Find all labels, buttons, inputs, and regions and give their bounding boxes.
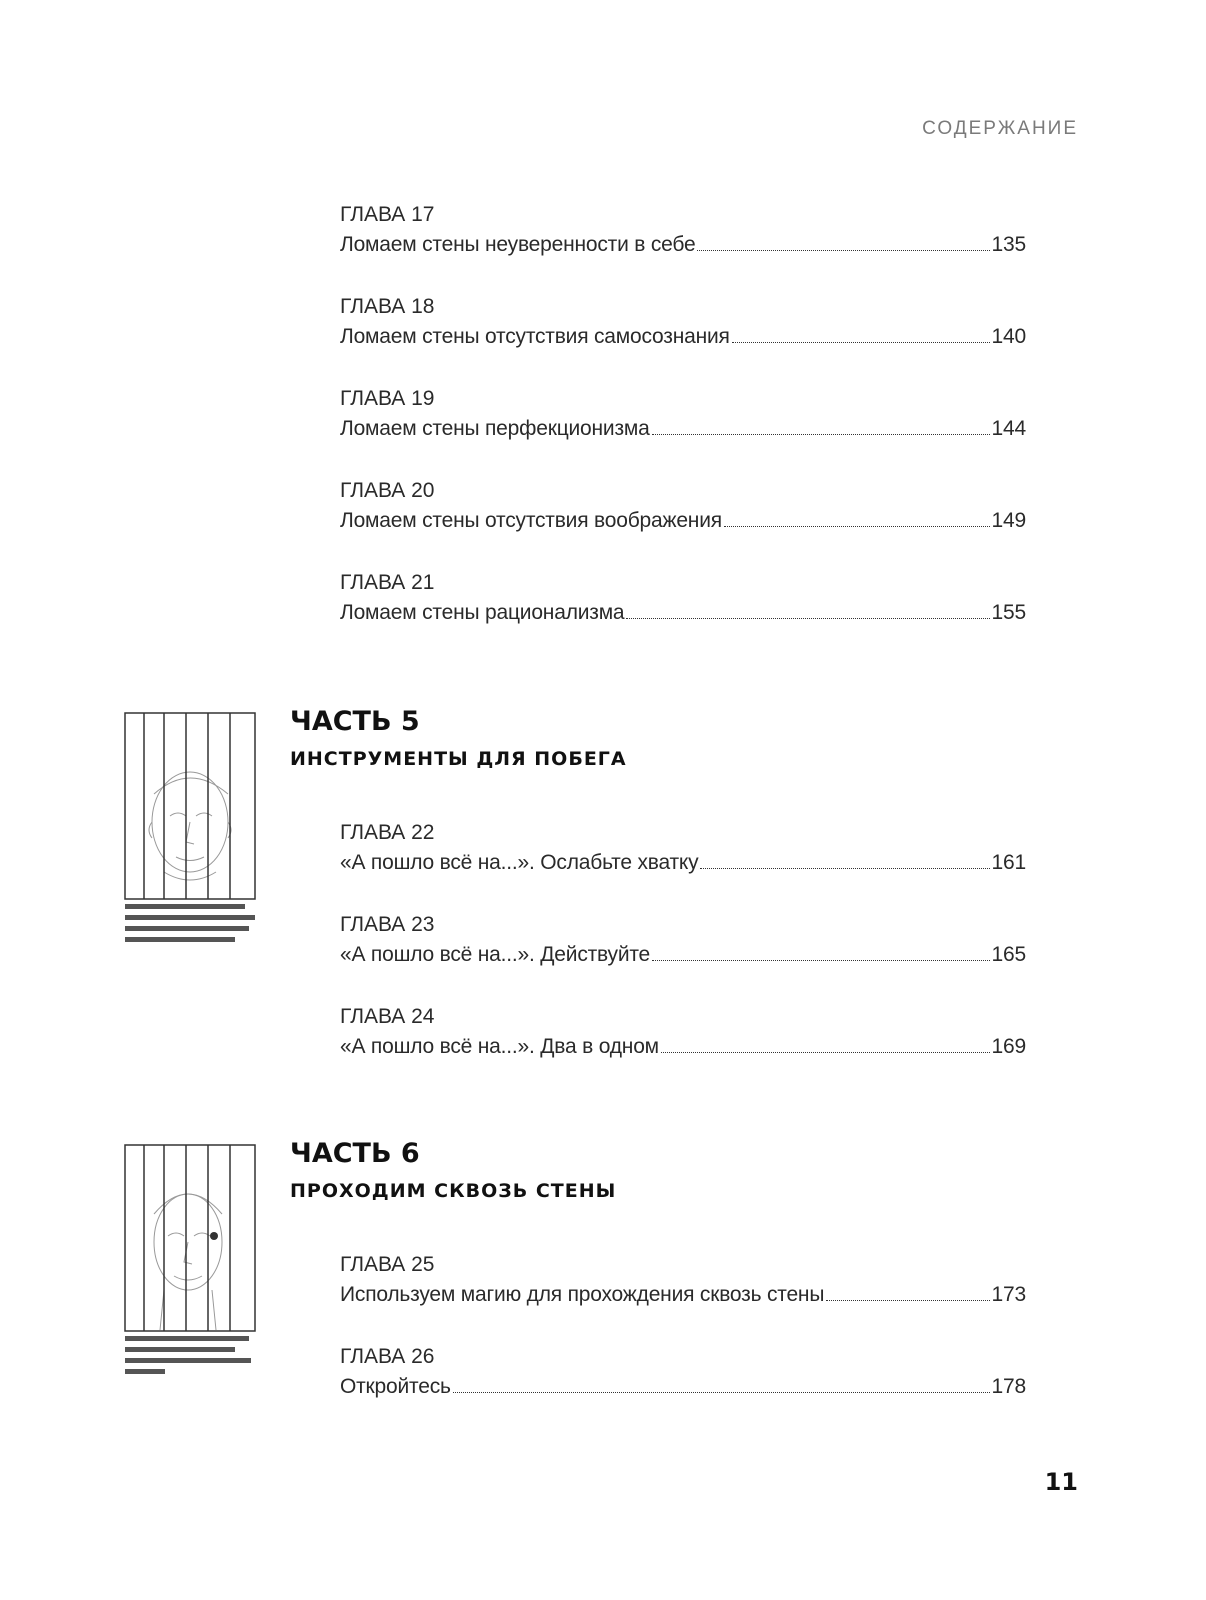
page-number: 144 bbox=[991, 417, 1026, 440]
page-number: 173 bbox=[991, 1283, 1026, 1306]
chapter-number: ГЛАВА 22 bbox=[340, 821, 435, 844]
dot-leader bbox=[661, 1051, 990, 1053]
page-number: 165 bbox=[991, 943, 1026, 966]
toc-entry bbox=[340, 476, 1026, 536]
part-heading bbox=[290, 704, 627, 774]
page-folio: 11 bbox=[1044, 1468, 1078, 1496]
part-title: ИНСТРУМЕНТЫ ДЛЯ ПОБЕГА bbox=[290, 748, 627, 770]
page-number: 161 bbox=[991, 851, 1026, 874]
chapter-title: Ломаем стены отсутствия воображения bbox=[340, 509, 722, 532]
toc-entry bbox=[340, 1342, 1026, 1402]
chapter-line bbox=[340, 322, 1026, 352]
toc-entry bbox=[340, 818, 1026, 878]
dot-leader bbox=[652, 959, 990, 961]
toc-entry bbox=[340, 200, 1026, 260]
dot-leader bbox=[732, 341, 990, 343]
dot-leader bbox=[626, 617, 989, 619]
page-number: 178 bbox=[991, 1375, 1026, 1398]
part-number: ЧАСТЬ 6 bbox=[290, 1138, 420, 1169]
chapter-line bbox=[340, 1032, 1026, 1062]
part-number: ЧАСТЬ 5 bbox=[290, 706, 420, 737]
dot-leader bbox=[724, 525, 990, 527]
toc-entry bbox=[340, 910, 1026, 970]
chapter-line bbox=[340, 1280, 1026, 1310]
page-number: 149 bbox=[991, 509, 1026, 532]
chapter-title: «А пошло всё на...». Ослабьте хватку bbox=[340, 851, 699, 874]
part-heading bbox=[290, 1136, 616, 1206]
chapter-line bbox=[340, 414, 1026, 444]
dot-leader bbox=[652, 433, 990, 435]
page-number: 140 bbox=[991, 325, 1026, 348]
running-head: СОДЕРЖАНИЕ bbox=[922, 118, 1078, 139]
chapter-title: Откройтесь bbox=[340, 1375, 451, 1398]
prisoner-sketch-icon bbox=[124, 1144, 260, 1384]
chapter-number: ГЛАВА 21 bbox=[340, 571, 435, 594]
chapter-number: ГЛАВА 24 bbox=[340, 1005, 435, 1028]
chapter-title: Используем магию для прохождения сквозь стены bbox=[340, 1283, 825, 1306]
chapter-number: ГЛАВА 17 bbox=[340, 203, 435, 226]
mugshot-illustration bbox=[124, 712, 260, 952]
page-number: 135 bbox=[991, 233, 1026, 256]
chapter-title: Ломаем стены рационализма bbox=[340, 601, 625, 624]
chapter-title: «А пошло всё на...». Действуйте bbox=[340, 943, 651, 966]
toc-entry bbox=[340, 292, 1026, 352]
chapter-title: Ломаем стены перфекционизма bbox=[340, 417, 650, 440]
chapter-line bbox=[340, 230, 1026, 260]
dot-leader bbox=[826, 1299, 989, 1301]
toc-entry bbox=[340, 384, 1026, 444]
page-number: 169 bbox=[991, 1035, 1026, 1058]
chapter-title: Ломаем стены отсутствия самосознания bbox=[340, 325, 730, 348]
chapter-number: ГЛАВА 23 bbox=[340, 913, 435, 936]
dot-leader bbox=[697, 249, 989, 251]
mugshot-illustration bbox=[124, 1144, 260, 1384]
chapter-number: ГЛАВА 18 bbox=[340, 295, 435, 318]
prisoner-sketch-icon bbox=[124, 712, 260, 952]
chapter-title: «А пошло всё на...». Два в одном bbox=[340, 1035, 659, 1058]
part-title: ПРОХОДИМ СКВОЗЬ СТЕНЫ bbox=[290, 1180, 617, 1202]
dot-leader bbox=[453, 1391, 990, 1393]
toc-entry bbox=[340, 568, 1026, 628]
chapter-number: ГЛАВА 26 bbox=[340, 1345, 435, 1368]
chapter-number: ГЛАВА 20 bbox=[340, 479, 435, 502]
chapter-line bbox=[340, 506, 1026, 536]
chapter-title: Ломаем стены неуверенности в себе bbox=[340, 233, 696, 256]
chapter-line bbox=[340, 598, 1026, 628]
toc-entry bbox=[340, 1250, 1026, 1310]
chapter-line bbox=[340, 1372, 1026, 1402]
chapter-line bbox=[340, 848, 1026, 878]
page-number: 155 bbox=[991, 601, 1026, 624]
chapter-line bbox=[340, 940, 1026, 970]
chapter-number: ГЛАВА 25 bbox=[340, 1253, 435, 1276]
toc-entry bbox=[340, 1002, 1026, 1062]
dot-leader bbox=[700, 867, 989, 869]
chapter-number: ГЛАВА 19 bbox=[340, 387, 435, 410]
